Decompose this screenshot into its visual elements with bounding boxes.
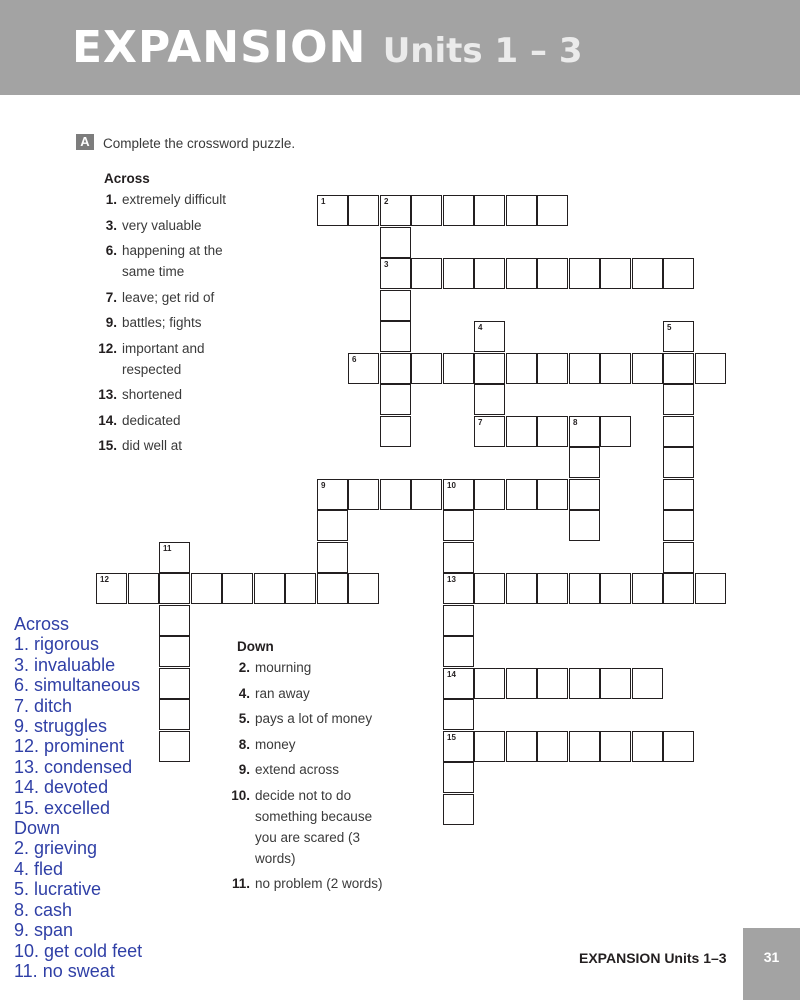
crossword-cell[interactable] — [537, 416, 568, 447]
crossword-cell[interactable] — [600, 258, 631, 289]
crossword-cell[interactable] — [569, 258, 600, 289]
answer-line: 3. invaluable — [14, 654, 116, 675]
crossword-cell[interactable] — [663, 542, 694, 573]
section-badge: A — [76, 134, 94, 150]
crossword-cell[interactable] — [380, 384, 411, 415]
clue-text: dedicated — [122, 413, 181, 428]
cell-number: 12 — [100, 575, 109, 584]
crossword-cell[interactable] — [191, 573, 222, 604]
answer-line: 5. lucrative — [14, 879, 102, 900]
clue-number: 15. — [98, 438, 117, 453]
answer-line: 11. no sweat — [14, 960, 115, 981]
across-heading: Across — [104, 171, 150, 186]
down-clue — [231, 873, 395, 894]
across-clue — [98, 435, 237, 456]
answer-line: 13. condensed — [14, 756, 133, 777]
crossword-cell[interactable] — [474, 258, 505, 289]
crossword-cell[interactable] — [663, 258, 694, 289]
crossword-cell[interactable] — [537, 668, 568, 699]
crossword-cell[interactable] — [474, 731, 505, 762]
clue-number: 8. — [238, 737, 250, 752]
clue-text: mourning — [255, 660, 312, 675]
cell-number: 10 — [447, 481, 456, 490]
crossword-cell[interactable] — [159, 605, 190, 636]
cell-number: 2 — [384, 197, 389, 206]
crossword-cell[interactable] — [128, 573, 159, 604]
crossword-cell[interactable] — [506, 195, 537, 226]
cell-number: 3 — [384, 260, 389, 269]
crossword-cell[interactable] — [411, 258, 442, 289]
clue-number: 7. — [105, 290, 117, 305]
clue-text: extremely difficult — [122, 192, 227, 207]
crossword-cell[interactable] — [632, 731, 663, 762]
cell-number: 9 — [321, 481, 326, 490]
crossword-cell[interactable] — [474, 416, 505, 447]
crossword-cell[interactable] — [443, 668, 474, 699]
crossword-cell[interactable] — [569, 573, 600, 604]
crossword-cell[interactable] — [380, 353, 411, 384]
crossword-cell[interactable] — [159, 542, 190, 573]
crossword-cell[interactable] — [600, 353, 631, 384]
clue-text: did well at — [122, 438, 183, 453]
down-heading: Down — [237, 639, 274, 654]
crossword-cell[interactable] — [537, 353, 568, 384]
cell-number: 7 — [478, 418, 483, 427]
cell-number: 1 — [321, 197, 326, 206]
clue-number: 9. — [105, 315, 117, 330]
cell-number: 11 — [163, 544, 172, 553]
title-main: EXPANSION — [72, 22, 367, 73]
answer-line: 7. ditch — [14, 695, 73, 716]
answer-line: 15. excelled — [14, 797, 111, 818]
clue-number: 11. — [231, 876, 250, 891]
answer-line: 8. cash — [14, 899, 73, 920]
crossword-cell[interactable] — [506, 353, 537, 384]
clue-text: money — [255, 737, 296, 752]
crossword-cell[interactable] — [569, 731, 600, 762]
cell-number: 15 — [447, 733, 456, 742]
crossword-cell[interactable] — [96, 573, 127, 604]
crossword-cell[interactable] — [569, 447, 600, 478]
crossword-cell[interactable] — [380, 416, 411, 447]
answer-line: 10. get cold feet — [14, 940, 143, 961]
down-clue — [238, 657, 390, 678]
crossword-cell[interactable] — [443, 542, 474, 573]
crossword-cell[interactable] — [506, 668, 537, 699]
cell-number: 4 — [478, 323, 483, 332]
crossword-cell[interactable] — [443, 195, 474, 226]
crossword-cell[interactable] — [411, 195, 442, 226]
crossword-cell[interactable] — [506, 573, 537, 604]
crossword-cell[interactable] — [537, 479, 568, 510]
across-clue — [98, 338, 222, 380]
crossword-cell[interactable] — [380, 195, 411, 226]
crossword-cell[interactable] — [663, 573, 694, 604]
answer-line: 12. prominent — [14, 736, 125, 757]
crossword-cell[interactable] — [506, 416, 537, 447]
crossword-cell[interactable] — [474, 321, 505, 352]
crossword-cell[interactable] — [632, 668, 663, 699]
page-title — [72, 22, 582, 73]
crossword-cell[interactable] — [222, 573, 253, 604]
answer-line: 6. simultaneous — [14, 675, 141, 696]
crossword-cell[interactable] — [474, 195, 505, 226]
cell-number: 5 — [667, 323, 672, 332]
crossword-cell[interactable] — [317, 195, 348, 226]
crossword-cell[interactable] — [254, 573, 285, 604]
crossword-cell[interactable] — [537, 195, 568, 226]
crossword-cell[interactable] — [348, 479, 379, 510]
clue-text: shortened — [122, 387, 183, 402]
instruction-text: Complete the crossword puzzle. — [103, 136, 296, 151]
crossword-cell[interactable] — [537, 573, 568, 604]
crossword-cell[interactable] — [317, 573, 348, 604]
cell-number: 8 — [573, 418, 578, 427]
answer-line: 14. devoted — [14, 777, 109, 798]
crossword-cell[interactable] — [443, 510, 474, 541]
title-units: Units 1 – 3 — [382, 31, 583, 71]
answer-line: 9. struggles — [14, 716, 108, 737]
down-clue — [238, 734, 390, 755]
crossword-cell[interactable] — [663, 416, 694, 447]
across-clue — [105, 312, 237, 333]
crossword-cell[interactable] — [443, 258, 474, 289]
answer-key — [14, 614, 142, 981]
clue-number: 2. — [238, 660, 250, 675]
crossword-cell[interactable] — [474, 353, 505, 384]
page-number: 31 — [763, 949, 780, 965]
crossword-cell[interactable] — [600, 573, 631, 604]
crossword-cell[interactable] — [569, 479, 600, 510]
crossword-cell[interactable] — [474, 479, 505, 510]
clue-text: pays a lot of money — [255, 711, 373, 726]
across-clue — [105, 215, 237, 236]
crossword-cell[interactable] — [474, 573, 505, 604]
crossword-cell[interactable] — [380, 227, 411, 258]
cell-number: 13 — [447, 575, 456, 584]
crossword-cell[interactable] — [317, 542, 348, 573]
footer-label: EXPANSION Units 1–3 — [579, 950, 727, 966]
crossword-cell[interactable] — [663, 353, 694, 384]
page-header — [0, 0, 800, 95]
across-clue — [105, 287, 237, 308]
crossword-cell[interactable] — [159, 573, 190, 604]
crossword-cell[interactable] — [443, 573, 474, 604]
crossword-cell[interactable] — [380, 258, 411, 289]
crossword-cell[interactable] — [506, 479, 537, 510]
crossword-cell[interactable] — [663, 447, 694, 478]
crossword-cell[interactable] — [443, 605, 474, 636]
clue-number: 5. — [238, 711, 250, 726]
down-clue — [238, 683, 390, 704]
clue-number: 13. — [98, 387, 117, 402]
page-number-tab — [743, 928, 800, 1000]
crossword-cell[interactable] — [159, 636, 190, 667]
crossword-cell[interactable] — [317, 479, 348, 510]
crossword-cell[interactable] — [569, 416, 600, 447]
cell-number: 6 — [352, 355, 357, 364]
clue-text: decide not to do something because you are scared (3 words) — [255, 788, 373, 866]
crossword-cell[interactable] — [632, 353, 663, 384]
crossword-cell[interactable] — [443, 699, 474, 730]
down-clue — [238, 708, 390, 729]
crossword-cell[interactable] — [632, 258, 663, 289]
crossword-cell[interactable] — [411, 479, 442, 510]
across-clue — [98, 410, 237, 431]
crossword-cell[interactable] — [285, 573, 316, 604]
crossword-cell[interactable] — [474, 668, 505, 699]
clue-number: 10. — [231, 788, 250, 803]
crossword-cell[interactable] — [348, 353, 379, 384]
crossword-cell[interactable] — [443, 636, 474, 667]
answer-line: 9. span — [14, 920, 74, 941]
crossword-cell[interactable] — [380, 321, 411, 352]
answer-line: 1. rigorous — [14, 634, 100, 655]
clue-text: no problem (2 words) — [255, 876, 383, 891]
clue-number: 6. — [105, 243, 117, 258]
clue-text: happening at the same time — [122, 243, 223, 279]
crossword-cell[interactable] — [443, 479, 474, 510]
crossword-cell[interactable] — [474, 384, 505, 415]
crossword-cell[interactable] — [569, 510, 600, 541]
crossword-cell[interactable] — [443, 762, 474, 793]
answer-across-heading: Across — [14, 614, 70, 634]
crossword-cell[interactable] — [443, 794, 474, 825]
crossword-cell[interactable] — [600, 416, 631, 447]
clue-text: extend across — [255, 762, 340, 777]
crossword-cell[interactable] — [663, 479, 694, 510]
across-clue — [105, 240, 237, 282]
clue-text: important and respected — [122, 341, 205, 377]
crossword-cell[interactable] — [663, 731, 694, 762]
clue-text: ran away — [255, 686, 310, 701]
across-clue — [105, 189, 237, 210]
clue-text: battles; fights — [122, 315, 202, 330]
crossword-cell[interactable] — [443, 353, 474, 384]
down-clue — [231, 785, 385, 869]
crossword-cell[interactable] — [159, 731, 190, 762]
clue-number: 14. — [98, 413, 117, 428]
crossword-cell[interactable] — [506, 731, 537, 762]
crossword-cell[interactable] — [600, 731, 631, 762]
crossword-cell[interactable] — [348, 573, 379, 604]
clue-number: 1. — [105, 192, 117, 207]
crossword-cell[interactable] — [537, 731, 568, 762]
clue-number: 3. — [105, 218, 117, 233]
crossword-cell[interactable] — [159, 699, 190, 730]
answer-line: 4. fled — [14, 858, 64, 879]
crossword-cell[interactable] — [632, 573, 663, 604]
crossword-cell[interactable] — [663, 384, 694, 415]
crossword-cell[interactable] — [506, 258, 537, 289]
crossword-cell[interactable] — [443, 731, 474, 762]
crossword-cell[interactable] — [317, 510, 348, 541]
crossword-cell[interactable] — [159, 668, 190, 699]
clue-number: 12. — [98, 341, 117, 356]
answer-down-heading: Down — [14, 818, 61, 839]
crossword-cell[interactable] — [348, 195, 379, 226]
clue-text: leave; get rid of — [122, 290, 215, 305]
across-clue — [98, 384, 237, 405]
crossword-cell[interactable] — [537, 258, 568, 289]
clue-text: very valuable — [122, 218, 202, 233]
crossword-cell[interactable] — [600, 668, 631, 699]
crossword-cell[interactable] — [569, 668, 600, 699]
crossword-cell[interactable] — [569, 353, 600, 384]
down-clue — [238, 759, 390, 780]
crossword-cell[interactable] — [695, 353, 726, 384]
crossword-cell[interactable] — [380, 479, 411, 510]
crossword-cell[interactable] — [695, 573, 726, 604]
clue-number: 9. — [238, 762, 250, 777]
crossword-cell[interactable] — [663, 321, 694, 352]
crossword-cell[interactable] — [663, 510, 694, 541]
answer-line: 2. grieving — [14, 838, 98, 859]
clue-number: 4. — [238, 686, 250, 701]
cell-number: 14 — [447, 670, 456, 679]
crossword-cell[interactable] — [411, 353, 442, 384]
crossword-cell[interactable] — [380, 290, 411, 321]
